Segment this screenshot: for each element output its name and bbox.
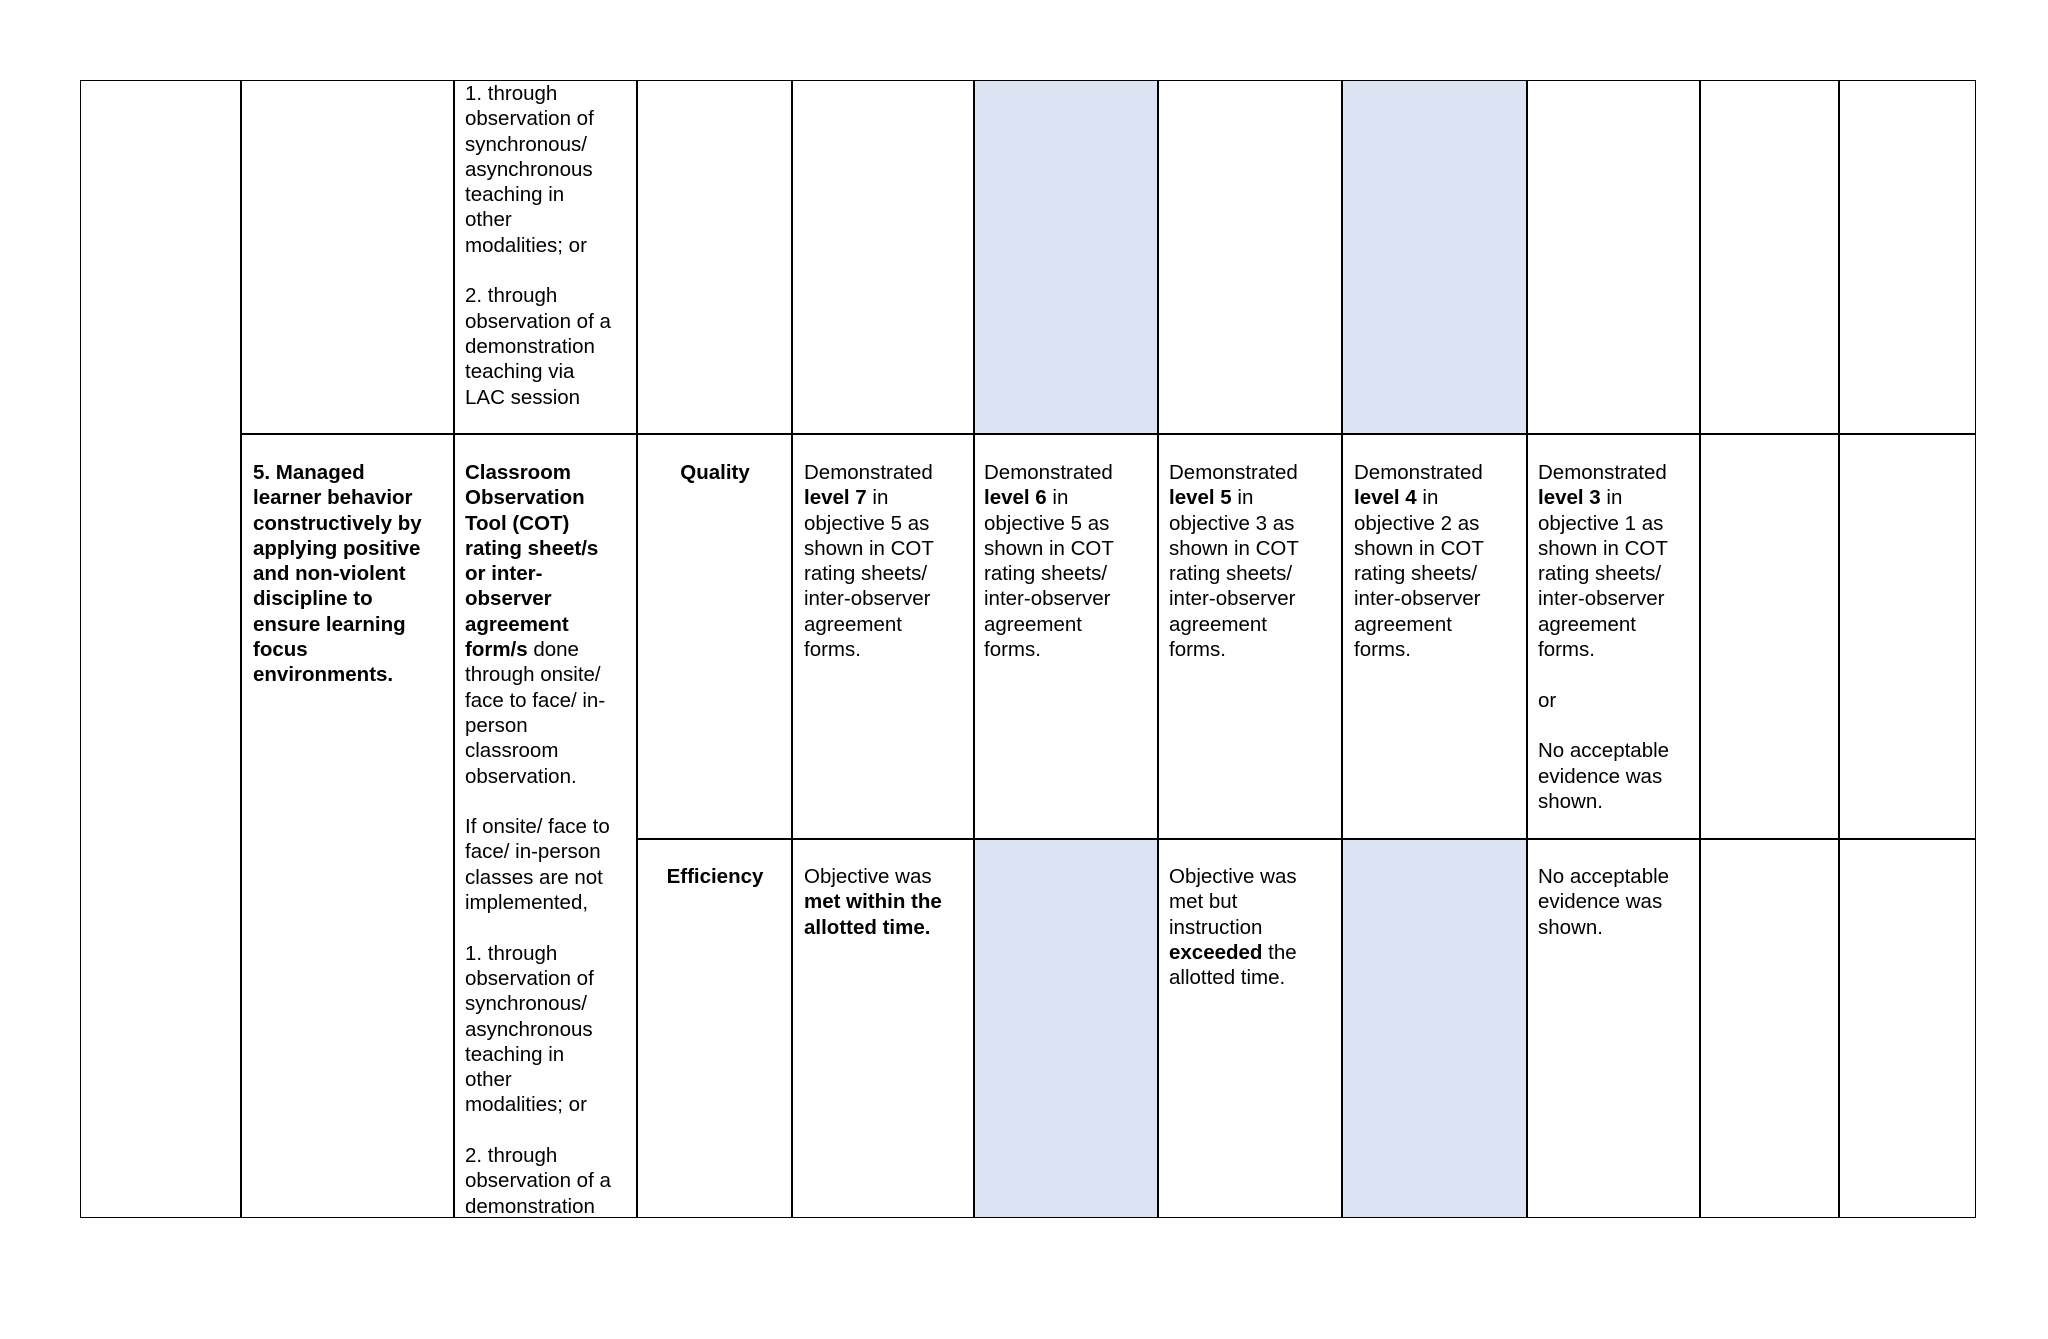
grid-line-col-8 bbox=[1526, 80, 1528, 1218]
efficiency-1-pre: No acceptable evidence was shown. bbox=[1538, 865, 1670, 939]
grid-line-col-7 bbox=[1341, 80, 1343, 1218]
quality-1-post: in objective 1 as shown in COT rating sheets/ inter-observer agreement forms. or No acceptable evidence was shown. bbox=[1538, 486, 1670, 813]
quality-4-post: in objective 5 as shown in COT rating sheets/ inter-observer agreement forms. bbox=[984, 486, 1114, 662]
quality-3-post: in objective 3 as shown in COT rating sheets/ inter-observer agreement forms. bbox=[1169, 486, 1299, 662]
shaded-cell-efficiency-rating-4 bbox=[974, 839, 1157, 1217]
quality-2-post: in objective 2 as shown in COT rating sheets/ inter-observer agreement forms. bbox=[1354, 486, 1484, 662]
grid-line-col-4 bbox=[791, 80, 793, 1218]
quality-5-pre: Demonstrated bbox=[804, 461, 933, 484]
quality-label: Quality bbox=[680, 461, 750, 484]
grid-line-col-10 bbox=[1838, 80, 1840, 1218]
efficiency-3-pre: Objective was met but instruction bbox=[1169, 865, 1297, 939]
shaded-cell-row-a-rating-2 bbox=[1342, 81, 1526, 433]
quality-rating-2-cell bbox=[1354, 460, 1524, 662]
efficiency-rating-5-cell bbox=[804, 864, 969, 940]
quality-rating-3-cell bbox=[1169, 460, 1339, 662]
quality-rating-4-cell bbox=[984, 460, 1154, 662]
mov-text bbox=[465, 460, 635, 1219]
quality-1-pre: Demonstrated bbox=[1538, 461, 1667, 484]
mov-rest-text: done through onsite/ face to face/ in- person classroom observation. If onsite/ face to face/ in-person classes are not implemented, 1. through observation of synchronous/ asynchronous teaching in other modalities; or 2. through observation of a demonstration bbox=[465, 638, 611, 1218]
quality-rating-1-cell bbox=[1538, 460, 1698, 814]
efficiency-3-bold: exceeded bbox=[1169, 940, 1263, 964]
quality-3-pre: Demonstrated bbox=[1169, 461, 1298, 484]
quality-4-level: level 6 bbox=[984, 486, 1047, 510]
efficiency-label: Efficiency bbox=[666, 865, 764, 888]
efficiency-5-pre: Objective was bbox=[804, 865, 932, 888]
efficiency-3-post: the allotted time. bbox=[1169, 940, 1297, 990]
grid-line-col-1 bbox=[240, 80, 242, 1218]
quality-3-level: level 5 bbox=[1169, 486, 1232, 510]
grid-line-col-9 bbox=[1699, 80, 1701, 1218]
mov-continued-text: 1. through observation of synchronous/ asynchronous teaching in other modalities; or 2. through observation of a demonstration teaching via LAC session bbox=[465, 82, 611, 409]
grid-line-col-6 bbox=[1157, 80, 1159, 1218]
quality-2-pre: Demonstrated bbox=[1354, 461, 1483, 484]
shaded-cell-row-a-rating-4 bbox=[974, 81, 1157, 433]
grid-line-col-5 bbox=[973, 80, 975, 1218]
efficiency-rating-1-cell bbox=[1538, 864, 1698, 940]
quality-1-level: level 3 bbox=[1538, 486, 1601, 510]
grid-line-quality-efficiency-divider bbox=[636, 838, 1976, 840]
shaded-cell-efficiency-rating-2 bbox=[1342, 839, 1526, 1217]
mov-bold-text: Classroom Observation Tool (COT) rating sheet/s or inter- observer agreement form/s bbox=[465, 461, 599, 662]
grid-line-row-divider bbox=[240, 433, 1976, 435]
quality-4-pre: Demonstrated bbox=[984, 461, 1113, 484]
quality-5-level: level 7 bbox=[804, 486, 867, 510]
efficiency-rating-3-cell bbox=[1169, 864, 1339, 990]
quality-2-level: level 4 bbox=[1354, 486, 1417, 510]
grid-line-col-3 bbox=[636, 80, 638, 1218]
grid-line-col-2 bbox=[453, 80, 455, 1218]
efficiency-5-bold: met within the allotted time. bbox=[804, 890, 942, 939]
quality-5-post: in objective 5 as shown in COT rating sheets/ inter-observer agreement forms. bbox=[804, 486, 934, 662]
quality-rating-5-cell bbox=[804, 460, 969, 662]
objective-5-text: 5. Managed learner behavior constructively by applying positive and non-violent discipline to ensure learning focus environments. bbox=[253, 461, 422, 687]
